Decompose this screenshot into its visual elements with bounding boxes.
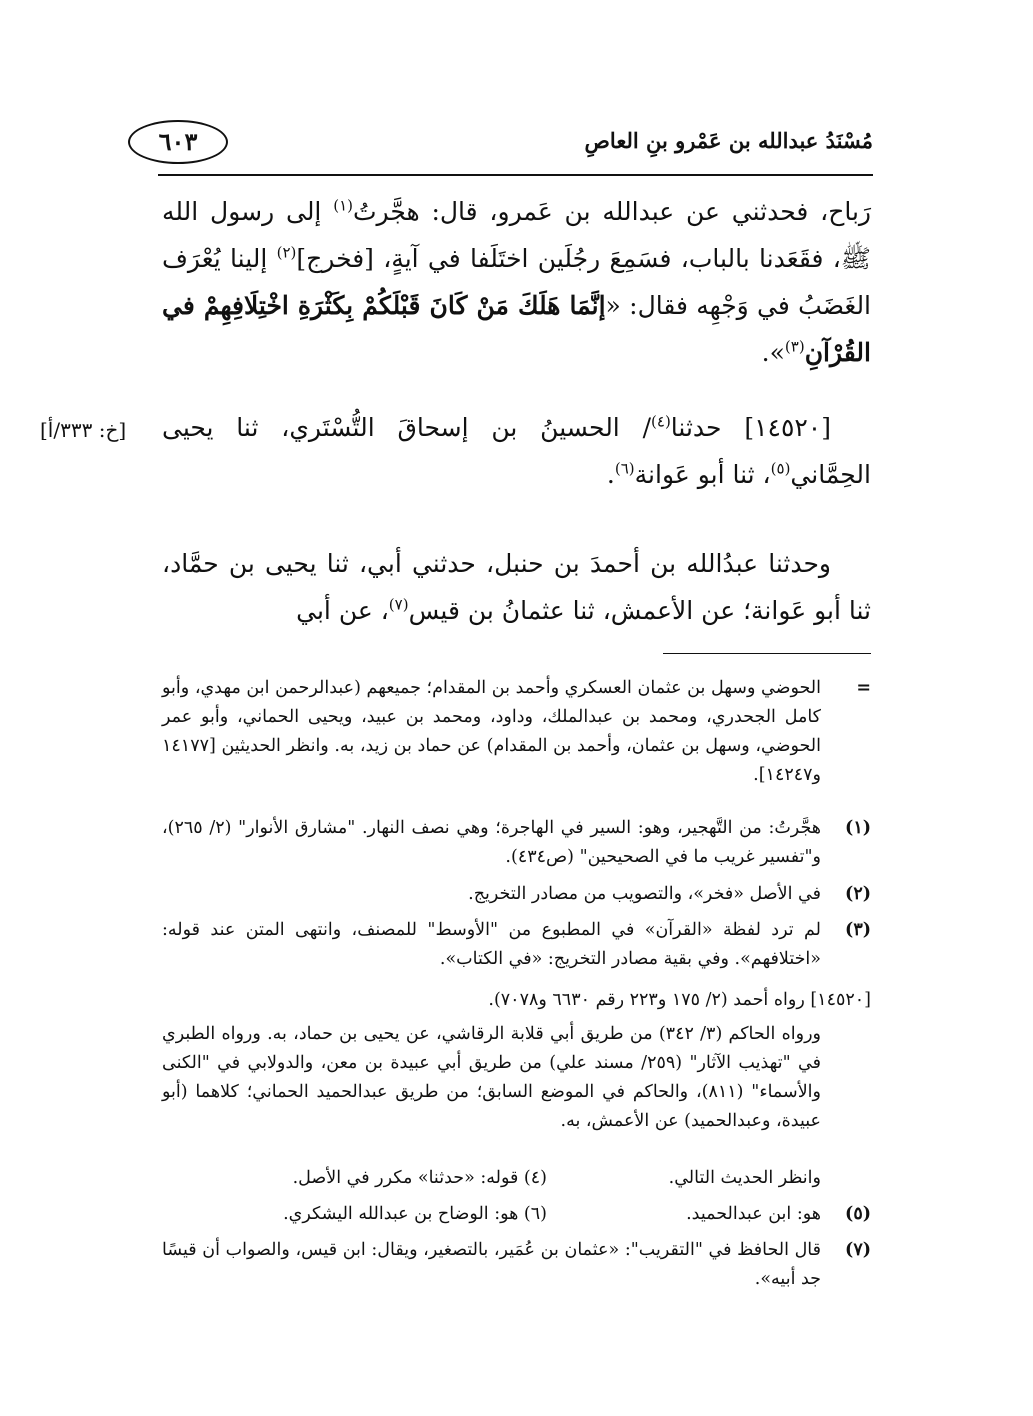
footnote-separator [663, 653, 871, 654]
text-run: إلينا يُعْرَف الغَضَبُ في وَجْهِه فقال: « [162, 244, 872, 320]
takhrij-heading: [١٤٥٢٠] رواه أحمد (٢/ ١٧٥ و٢٢٣ رقم ٦٦٣٠ و٧٠٧٨). [488, 990, 871, 1010]
footnote-3-number: (٣) [845, 920, 871, 940]
manuscript-margin-ref: [خ: ٣٣٣/أ] [40, 418, 127, 442]
text-run: ، ثنا أبو عَوانة [634, 460, 771, 489]
footnote-4: (٤) قوله: «حدثنا» مكرر في الأصل. [292, 1168, 547, 1188]
footnote-ref-5[interactable]: (٥) [770, 459, 791, 478]
header-rule [158, 174, 873, 176]
takhrij-see-also: وانظر الحديث التالي. [668, 1168, 821, 1188]
paragraph-2 [162, 404, 871, 498]
takhrij-body: ورواه الحاكم (٣/ ٣٤٢) من طريق أبي قلابة الرقاشي، عن يحيى بن حماد، به. ورواه الطبري في "تهذيب الآثار" (٢٥٩/ مسند علي) من طريق أبي عبيدة بن معن، والدولابي في "الكنى والأسماء" (٨١١)، والحاكم في الموضع السابق؛ من طريق عبدالحميد الحماني؛ كلاهما (أبو عبيدة، وعبدالحميد) عن الأعمش، به. [162, 1024, 821, 1131]
text-run: . [606, 460, 615, 489]
footnote-continuation: الحوضي وسهل بن عثمان العسكري وأحمد بن المقدام؛ جميعهم (عبدالرحمن ابن مهدي، وأبو كامل الجحدري، ومحمد بن عبدالملك، وداود، ومحمد بن عبيد، ويحيى الحماني، وأبو عمر الحوضي، وسهل بن عثمان، وأحمد بن المقدام) عن حماد بن زيد، به. وانظر الحديثين [١٤١٧٧ و١٤٢٤٧]. [162, 678, 821, 785]
text-run: إلى رسول الله ﷺ، فقَعَدنا بالباب، فسَمِعَ رجُلَين اختَلَفا في آيةٍ، [فخرج] [162, 197, 871, 273]
text-run: ، عن أبي [296, 596, 389, 625]
text-run: وحدثنا عبدُالله بن أحمدَ بن حنبل، حدثني أبي، ثنا يحيى بن حمَّاد، ثنا أبو عَوانة؛ عن الأعمش، ثنا عثمانُ بن قيس [162, 549, 871, 625]
footnote-7-text: قال الحافظ في "التقريب": «عثمان بن عُمَير، بالتصغير، ويقال: ابن قيس، والصواب أن قيسًا جد أبيه». [162, 1240, 821, 1289]
hadith-matn: إنَّمَا هَلَكَ مَنْ كَانَ قَبْلَكُمْ بِكَثْرَةِ اخْتِلَافِهِمْ في القُرْآنِ [162, 291, 871, 367]
footnote-7-number: (٧) [845, 1240, 871, 1260]
footnote-ref-1[interactable]: (١) [333, 196, 353, 215]
footnote-5-text: هو: ابن عبدالحميد. [686, 1204, 821, 1224]
footnote-ref-6[interactable]: (٦) [614, 459, 635, 478]
footnote-1-text: هجَّرتُ: من التَّهجير، وهو: السير في الهاجرة؛ وهي نصف النهار. "مشارق الأنوار" (٢/ ٢٦٥)، و"تفسير غريب ما في الصحيحين" (ص٤٣٤). [162, 818, 821, 867]
paragraph-1 [162, 188, 871, 376]
footnote-ref-3[interactable]: (٣) [784, 337, 805, 356]
footnote-3-text: لم ترد لفظة «القرآن» في المطبوع من "الأوسط" للمصنف، وانتهى المتن عند قوله: «اختلافهم». وفي بقية مصادر التخريج: «في الكتاب». [162, 920, 821, 969]
page-number-badge: ٦٠٣ [128, 120, 228, 164]
footnote-ref-4[interactable]: (٤) [651, 412, 671, 431]
footnote-5-number: (٥) [845, 1204, 871, 1224]
text-run: [١٤٥٢٠] حدثنا [670, 413, 831, 442]
footnote-ref-7[interactable]: (٧) [388, 595, 409, 614]
footnote-1-number: (١) [845, 818, 871, 838]
text-run: ». [761, 338, 785, 367]
paragraph-3 [162, 540, 871, 634]
text-run: / الحسينُ بن إسحاقَ التُّسْتَري، ثنا يحيى الحِمَّاني [162, 413, 871, 489]
footnote-2-text: في الأصل «فخر»، والتصويب من مصادر التخريج. [468, 884, 821, 904]
text-run: رَباح، فحدثني عن عبدالله بن عَمرو، قال: هجَّرتُ [352, 197, 871, 226]
running-header-title: مُسْنَدُ عبدالله بن عَمْرو بنِ العاصِ [584, 128, 873, 153]
footnote-2-number: (٢) [845, 884, 871, 904]
footnote-ref-2[interactable]: (٢) [276, 243, 297, 262]
footnote-6: (٦) هو: الوضاح بن عبدالله اليشكري. [283, 1204, 547, 1224]
continuation-marker: = [856, 678, 871, 698]
